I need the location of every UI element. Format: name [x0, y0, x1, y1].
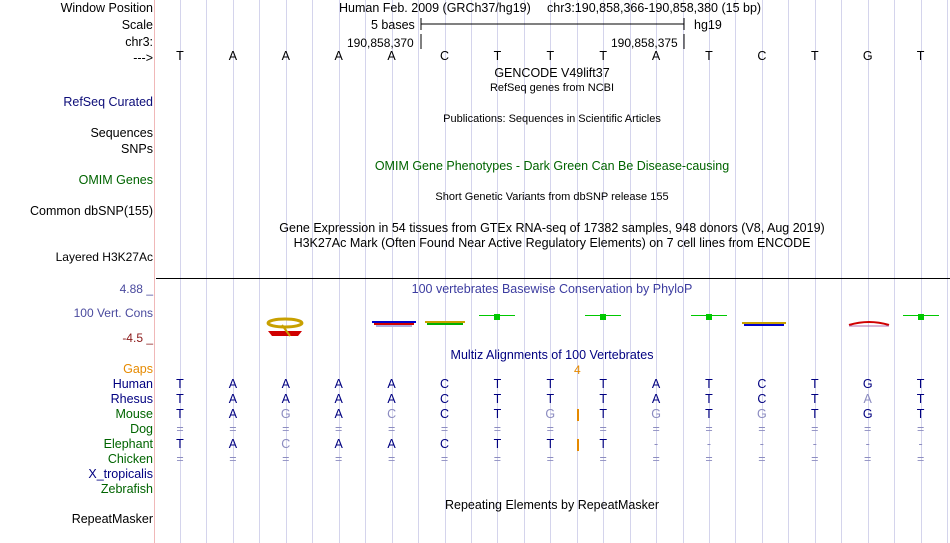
- gridline: [683, 0, 684, 543]
- aligned-base: A: [334, 407, 343, 421]
- aligned-base: A: [387, 437, 396, 451]
- position-readout: chr3:190,858,366-190,858,380 (15 bp): [547, 1, 762, 15]
- aligned-base: A: [228, 377, 238, 391]
- species-label[interactable]: Elephant: [103, 437, 153, 451]
- aligned-base: G: [862, 407, 873, 421]
- aligned-base: T: [705, 407, 713, 421]
- repeatmasker-label[interactable]: RepeatMasker: [71, 512, 153, 526]
- aligned-base: T: [705, 377, 713, 391]
- aligned-base: -: [654, 437, 659, 451]
- phylop-bar: [585, 314, 621, 322]
- phylop-bar: [903, 314, 939, 322]
- aligned-base: =: [916, 422, 925, 436]
- strand-arrow[interactable]: --->: [133, 51, 153, 65]
- aligned-base: A: [863, 392, 872, 406]
- h3k27ac-track-title[interactable]: H3K27Ac Mark (Often Found Near Active Regulatory Elements) on 7 cell lines from ENCODE: [293, 236, 811, 250]
- aligned-base: C: [757, 377, 767, 391]
- aligned-base: A: [651, 377, 661, 391]
- sequences-label[interactable]: Sequences: [90, 126, 153, 140]
- aligned-base: A: [387, 392, 396, 406]
- aligned-base: T: [705, 392, 713, 406]
- gridline: [630, 0, 631, 543]
- phylop-logo-pos3: [262, 316, 312, 338]
- phylop-max-label: 4.88 _: [119, 282, 153, 296]
- aligned-base: -: [865, 437, 870, 451]
- phylop-logo-pos12: [740, 321, 788, 328]
- reference-base: T: [176, 49, 184, 63]
- aligned-base: =: [811, 422, 819, 436]
- aligned-base: G: [862, 377, 873, 391]
- aligned-base: T: [176, 407, 184, 421]
- aligned-base: =: [758, 422, 766, 436]
- track-separator: [156, 278, 950, 279]
- gridline: [788, 0, 789, 543]
- aligned-base: G: [757, 407, 767, 421]
- gencode-track-title[interactable]: GENCODE V49lift37: [494, 66, 610, 80]
- aligned-base: =: [652, 422, 660, 436]
- reference-base: A: [228, 49, 238, 63]
- gridline: [206, 0, 207, 543]
- gridline: [841, 0, 842, 543]
- aligned-base: A: [228, 392, 238, 406]
- aligned-base: -: [812, 437, 817, 451]
- repeatmasker-track-title[interactable]: Repeating Elements by RepeatMasker: [444, 498, 660, 512]
- species-label[interactable]: Mouse: [115, 407, 153, 421]
- reference-base: C: [757, 49, 767, 63]
- aligned-base: =: [811, 452, 819, 466]
- species-label[interactable]: Dog: [130, 422, 153, 436]
- aligned-base: A: [334, 377, 343, 391]
- aligned-base: =: [705, 452, 713, 466]
- reference-base: T: [493, 49, 502, 63]
- aligned-base: A: [281, 392, 290, 406]
- aligned-base: =: [440, 422, 449, 436]
- label-column-border: [154, 0, 155, 543]
- species-label[interactable]: Human: [112, 377, 153, 391]
- aligned-base: T: [493, 377, 502, 391]
- aligned-base: T: [916, 392, 925, 406]
- coord-right: 190,858,375: [611, 36, 678, 50]
- aligned-base: =: [176, 452, 184, 466]
- aligned-base: =: [282, 452, 290, 466]
- aligned-base: C: [439, 377, 450, 391]
- aligned-base: A: [387, 377, 396, 391]
- insertion-marker: [577, 439, 579, 451]
- assembly-title: Human Feb. 2009 (GRCh37/hg19): [339, 1, 531, 15]
- species-label[interactable]: Zebrafish: [100, 482, 153, 496]
- aligned-base: C: [387, 407, 397, 421]
- reference-base: A: [334, 49, 343, 63]
- aligned-base: T: [546, 377, 555, 391]
- insertion-marker: [577, 409, 579, 421]
- scale-text: 5 bases: [371, 18, 415, 32]
- aligned-base: T: [493, 437, 502, 451]
- gridline: [418, 0, 419, 543]
- aligned-base: -: [759, 437, 764, 451]
- aligned-base: T: [810, 377, 819, 391]
- gridline: [365, 0, 366, 543]
- gridline: [312, 0, 313, 543]
- aligned-base: =: [758, 452, 766, 466]
- aligned-base: =: [599, 452, 607, 466]
- aligned-base: T: [810, 407, 819, 421]
- omim-track-title[interactable]: OMIM Gene Phenotypes - Dark Green Can Be Disease-causing: [374, 159, 730, 173]
- aligned-base: =: [282, 422, 290, 436]
- phylop-logo-pos5: [370, 319, 418, 329]
- aligned-base: =: [440, 452, 449, 466]
- aligned-base: =: [916, 452, 925, 466]
- aligned-base: T: [493, 407, 502, 421]
- species-label[interactable]: X_tropicalis: [88, 467, 153, 481]
- phylop-track-title[interactable]: 100 vertebrates Basewise Conservation by PhyloP: [411, 282, 693, 296]
- aligned-base: =: [546, 452, 554, 466]
- aligned-base: =: [864, 422, 872, 436]
- aligned-base: =: [546, 422, 554, 436]
- aligned-base: =: [387, 452, 396, 466]
- phylop-logo-pos6: [423, 320, 467, 328]
- aligned-base: =: [705, 422, 713, 436]
- aligned-base: A: [334, 437, 343, 451]
- aligned-base: -: [706, 437, 712, 451]
- aligned-base: A: [334, 392, 343, 406]
- scale-db: hg19: [694, 18, 722, 32]
- aligned-base: =: [176, 422, 184, 436]
- aligned-base: G: [280, 407, 291, 421]
- aligned-base: A: [651, 392, 661, 406]
- species-label[interactable]: Rhesus: [110, 392, 153, 406]
- reference-base: T: [546, 49, 555, 63]
- aligned-base: T: [810, 392, 819, 406]
- aligned-base: T: [176, 392, 184, 406]
- gaps-label: Gaps: [123, 362, 153, 376]
- gtex-track-title[interactable]: Gene Expression in 54 tissues from GTEx RNA-seq of 17382 samples, 948 donors (V8, Aug 2019): [279, 221, 825, 235]
- aligned-base: G: [651, 407, 661, 421]
- aligned-base: C: [439, 392, 450, 406]
- aligned-base: C: [281, 437, 291, 451]
- phylop-bar: [479, 314, 515, 322]
- refseq-track-title[interactable]: RefSeq genes from NCBI: [489, 82, 615, 94]
- reference-base: A: [387, 49, 396, 63]
- aligned-base: =: [229, 422, 237, 436]
- aligned-base: A: [228, 407, 238, 421]
- refseq-curated-label[interactable]: RefSeq Curated: [63, 95, 153, 109]
- phylop-logo-pos14: [845, 318, 893, 328]
- aligned-base: =: [335, 422, 343, 436]
- aligned-base: =: [335, 452, 343, 466]
- reference-base: T: [916, 49, 925, 63]
- aligned-base: =: [864, 452, 872, 466]
- aligned-base: T: [916, 407, 925, 421]
- species-label[interactable]: Chicken: [107, 452, 153, 466]
- gap-count: 4: [574, 363, 581, 377]
- aligned-base: =: [387, 422, 396, 436]
- aligned-base: G: [545, 407, 556, 421]
- scale-label: Scale: [121, 18, 153, 32]
- reference-base: T: [810, 49, 819, 63]
- reference-base: T: [599, 49, 607, 63]
- window-position-label: Window Position: [60, 1, 153, 15]
- reference-base: T: [705, 49, 713, 63]
- coord-left: 190,858,370: [347, 36, 414, 50]
- dbsnp-track-title[interactable]: Short Genetic Variants from dbSNP release 155: [435, 191, 669, 203]
- aligned-base: C: [439, 437, 450, 451]
- aligned-base: A: [281, 377, 290, 391]
- aligned-base: =: [229, 452, 237, 466]
- aligned-base: T: [599, 437, 607, 451]
- aligned-base: T: [599, 392, 607, 406]
- aligned-base: T: [546, 437, 555, 451]
- reference-base: A: [651, 49, 661, 63]
- aligned-base: =: [599, 422, 607, 436]
- gridline: [471, 0, 472, 543]
- multiz-track-title[interactable]: Multiz Alignments of 100 Vertebrates: [450, 348, 654, 362]
- aligned-base: C: [439, 407, 450, 421]
- layered-h3k27ac-label[interactable]: Layered H3K27Ac: [55, 250, 153, 264]
- aligned-base: T: [546, 392, 555, 406]
- phylop-bar: [691, 314, 727, 322]
- aligned-base: T: [916, 377, 925, 391]
- gridline: [259, 0, 260, 543]
- aligned-base: =: [493, 452, 502, 466]
- aligned-base: T: [493, 392, 502, 406]
- aligned-base: -: [918, 437, 923, 451]
- aligned-base: T: [176, 437, 184, 451]
- aligned-base: C: [757, 392, 767, 406]
- aligned-base: T: [176, 377, 184, 391]
- gridline: [894, 0, 895, 543]
- aligned-base: =: [493, 422, 502, 436]
- publications-track-title[interactable]: Publications: Sequences in Scientific Articles: [443, 113, 661, 125]
- gridline: [947, 0, 948, 543]
- vert-cons-label[interactable]: 100 Vert. Cons: [73, 306, 153, 320]
- omim-genes-label[interactable]: OMIM Genes: [78, 173, 153, 187]
- reference-base: A: [281, 49, 290, 63]
- aligned-base: =: [652, 452, 660, 466]
- aligned-base: T: [599, 377, 607, 391]
- reference-base: C: [439, 49, 450, 63]
- reference-base: G: [862, 49, 873, 63]
- aligned-base: T: [599, 407, 607, 421]
- snps-label[interactable]: SNPs: [121, 142, 153, 156]
- common-dbsnp-label[interactable]: Common dbSNP(155): [30, 204, 153, 218]
- chrom-label: chr3:: [125, 35, 153, 49]
- aligned-base: A: [228, 437, 238, 451]
- gridline: [735, 0, 736, 543]
- phylop-min-label: -4.5 _: [122, 331, 153, 345]
